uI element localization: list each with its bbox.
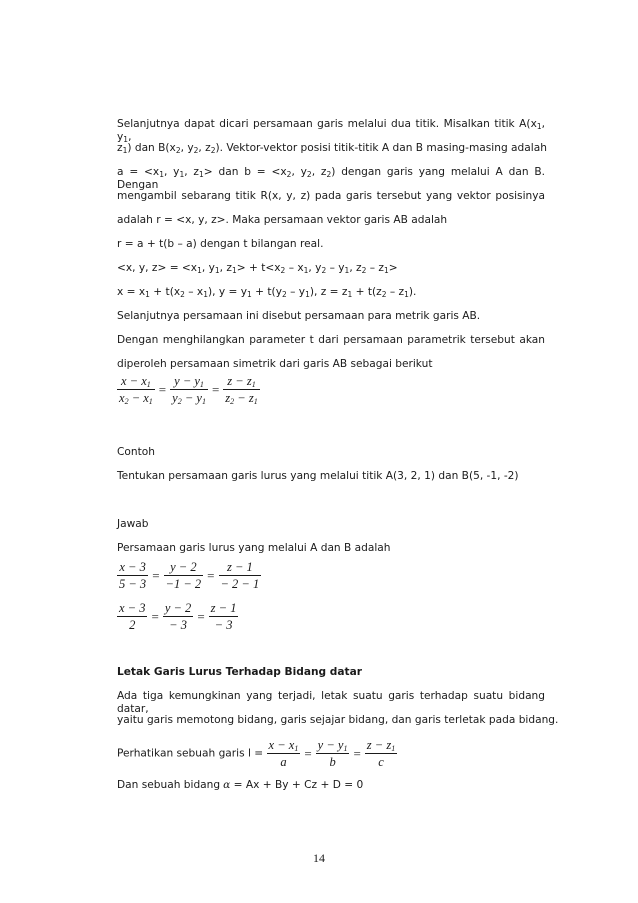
fraction-y: $\frac{y - 2}{- 3}$ bbox=[164, 601, 192, 632]
fraction-x: $\frac{x - x_1}{x_2 - x_1}$ bbox=[119, 374, 153, 406]
equals-sign: = bbox=[207, 567, 215, 583]
symmetric-equation bbox=[117, 374, 260, 405]
paragraph-line-3: $a = <x_1$, $y_1$, $z_1>$ dan $b = <x_2$, $y_2$, $z_2$) dengan garis yang melalui A dan B. Dengan bbox=[117, 166, 545, 191]
fraction-x: $\frac{x - 3}{2}$ bbox=[119, 601, 146, 632]
fraction-x: $\frac{x - 3}{5 - 3}$ bbox=[119, 560, 147, 591]
component-equation: <x, y, $z> = <x_1$, $y_1$, $z_1> + t<x_2 - x_1$, $y_2 - y_1$, $z_2 - z_1>$ bbox=[117, 262, 398, 275]
example-question: Tentukan persamaan garis lurus yang melalui titik A(3, 2, 1) dan B(5, -1, -2) bbox=[117, 470, 519, 482]
fraction-z: $\frac{z - 1}{- 3}$ bbox=[210, 601, 237, 632]
vector-equation: r = a + t(b – a) dengan t bilangan real. bbox=[117, 238, 324, 250]
section-heading: Letak Garis Lurus Terhadap Bidang datar bbox=[117, 666, 362, 678]
line-equation-label: Perhatikan sebuah garis l = bbox=[117, 747, 264, 760]
answer-label: Jawab bbox=[117, 518, 149, 530]
page-number: 14 bbox=[313, 851, 325, 865]
example-equation-2 bbox=[117, 601, 238, 632]
section-paragraph-1: Ada tiga kemungkinan yang terjadi, letak suatu garis terhadap suatu bidang datar, bbox=[117, 690, 545, 715]
paragraph-line-5: adalah r = <x, y, z>. Maka persamaan vektor garis AB adalah bbox=[117, 214, 448, 226]
paragraph-line-1: Selanjutnya dapat dicari persamaan garis melalui dua titik. Misalkan titik $A(x_1$, $y_1$, bbox=[117, 118, 545, 144]
fraction-z: $\frac{z - z_1}{c}$ bbox=[366, 738, 396, 769]
paragraph-line-4: mengambil sebarang titik R(x, y, z) pada garis tersebut yang vektor posisinya bbox=[117, 190, 545, 202]
equals-sign: = bbox=[152, 567, 160, 583]
example-label: Contoh bbox=[117, 446, 155, 458]
fraction-y: $\frac{y - y_1}{y_2 - y_1}$ bbox=[172, 374, 206, 406]
fraction-z: $\frac{z - z_1}{z_2 - z_1}$ bbox=[225, 374, 258, 406]
example-equation-1 bbox=[117, 560, 261, 591]
fraction-z: $\frac{z - 1}{- 2 - 1}$ bbox=[220, 560, 260, 591]
equals-sign: = bbox=[197, 608, 205, 624]
paragraph-line-10: Dengan menghilangkan parameter t dari persamaan parametrik tersebut akan bbox=[117, 334, 545, 346]
alpha-symbol: α bbox=[223, 779, 231, 791]
equals-sign: = bbox=[151, 608, 159, 624]
paragraph-line-11: diperoleh persamaan simetrik dari garis AB sebagai berikut bbox=[117, 358, 433, 370]
fraction-y: $\frac{y - 2}{-1 - 2}$ bbox=[165, 560, 202, 591]
plane-equation: Dan sebuah bidang α = Ax + By + Cz + D = 0 bbox=[117, 779, 364, 791]
line-equation-row bbox=[117, 738, 397, 769]
fraction-x: $\frac{x - x_1}{a}$ bbox=[268, 738, 299, 769]
section-paragraph-2: yaitu garis memotong bidang, garis sejajar bidang, dan garis terletak pada bidang. bbox=[117, 714, 559, 726]
paragraph-line-9: Selanjutnya persamaan ini disebut persamaan para metrik garis AB. bbox=[117, 310, 481, 322]
equals-sign: = bbox=[158, 381, 167, 397]
equals-sign: = bbox=[353, 745, 361, 761]
parametric-equation: $x = x_1 + t(x_2 - x_1)$, $y = y_1 + t(y_2 - y_1)$, $z = z_1 + t(z_2 - z_1)$. bbox=[117, 286, 417, 299]
equals-sign: = bbox=[304, 745, 312, 761]
equals-sign: = bbox=[211, 381, 220, 397]
fraction-y: $\frac{y - y_1}{b}$ bbox=[317, 738, 348, 769]
answer-line-1: Persamaan garis lurus yang melalui A dan B adalah bbox=[117, 542, 391, 554]
paragraph-line-2: $z_1$) dan $B(x_2$, $y_2$, $z_2$). Vektor-vektor posisi titik-titik A dan B masing-masing adalah bbox=[117, 142, 547, 155]
